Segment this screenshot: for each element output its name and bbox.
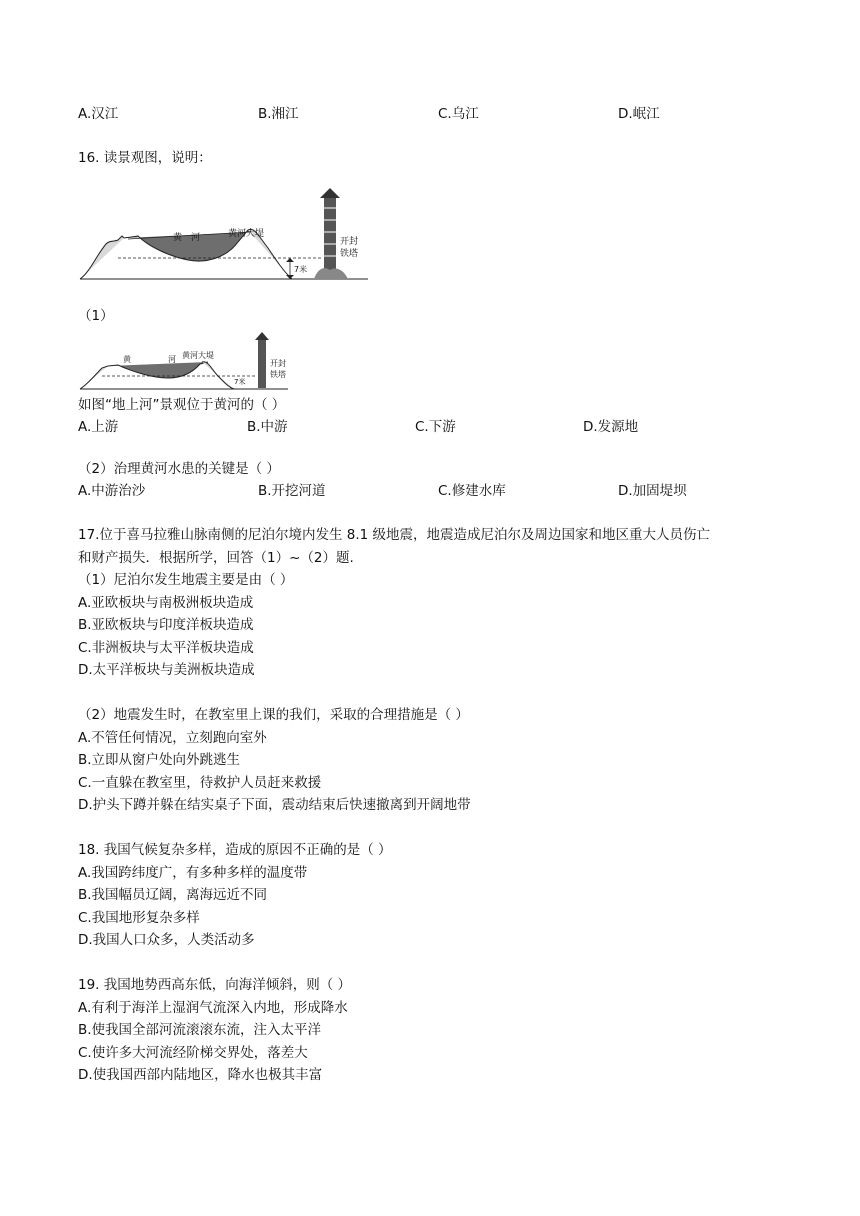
q17-sub1-option-d: D.太平洋板块与美洲板块造成 <box>78 662 255 678</box>
q16-sub2-option-d: D.加固堤坝 <box>618 483 687 499</box>
q15-option-c: C.乌江 <box>438 106 479 122</box>
q18-stem: 18. 我国气候复杂多样，造成的原因不正确的是（ ） <box>78 842 392 858</box>
q15-option-b: B.湘江 <box>258 106 299 122</box>
q16-sub1-option-b: B.中游 <box>247 419 288 435</box>
river-label: 黄 河 <box>173 233 201 243</box>
q15-option-d: D.岷江 <box>618 106 660 122</box>
q16-sub2-option-a: A.中游治沙 <box>78 483 146 499</box>
svg-text:黄河大堤: 黄河大堤 <box>182 351 214 360</box>
q17-sub2-option-a: A.不管任何情况，立刻跑向室外 <box>78 730 267 746</box>
q17-sub1-stem: （1）尼泊尔发生地震主要是由（ ） <box>78 572 294 588</box>
q17-stem-line1: 17.位于喜马拉雅山脉南侧的尼泊尔境内发生 8.1 级地震，地震造成尼泊尔及周边国家和地区重大人员伤亡 <box>78 527 711 543</box>
q17-sub1-option-b: B.亚欧板块与印度洋板块造成 <box>78 617 254 633</box>
q17-sub2-option-b: B.立即从窗户处向外跳逃生 <box>78 752 241 768</box>
q16-stem: 16. 读景观图，说明： <box>78 150 212 166</box>
height-label: 7米 <box>294 265 308 274</box>
q16-sub1-option-a: A.上游 <box>78 419 119 435</box>
q17-sub2-stem: （2）地震发生时，在教室里上课的我们，采取的合理措施是（ ） <box>78 707 469 723</box>
svg-text:黄: 黄 <box>123 355 131 364</box>
dike-label: 黄河大堤 <box>228 229 265 239</box>
q17-sub1-option-a: A.亚欧板块与南极洲板块造成 <box>78 595 254 611</box>
tower-label-2: 铁塔 <box>340 249 359 259</box>
q19-option-c: C.使许多大河流经阶梯交界处，落差大 <box>78 1045 308 1061</box>
yellow-river-figure-small <box>78 332 290 392</box>
svg-text:铁塔: 铁塔 <box>270 370 286 379</box>
q17-stem-line2: 和财产损失．根据所学，回答（1）~（2）题. <box>78 550 354 566</box>
svg-text:开封: 开封 <box>270 359 286 368</box>
q17-sub2-option-c: C.一直躲在教室里，待救护人员赶来救援 <box>78 775 322 791</box>
iron-tower-icon <box>314 188 348 279</box>
q16-sub2-option-c: C.修建水库 <box>438 483 506 499</box>
q18-option-d: D.我国人口众多，人类活动多 <box>78 932 255 948</box>
q17-sub1-option-c: C.非洲板块与太平洋板块造成 <box>78 640 254 656</box>
q16-sub1-label: （1） <box>78 308 114 324</box>
q19-option-d: D.使我国西部内陆地区，降水也极其丰富 <box>78 1067 323 1083</box>
q16-sub1-stem: 如图“地上河”景观位于黄河的（ ） <box>78 397 286 413</box>
svg-text:7米: 7米 <box>234 378 246 386</box>
yellow-river-figure-large <box>78 186 370 284</box>
q16-sub2-option-b: B.开挖河道 <box>258 483 326 499</box>
q19-option-a: A.有利于海洋上湿润气流深入内地，形成降水 <box>78 1000 348 1016</box>
q15-option-a: A.汉江 <box>78 106 119 122</box>
q16-sub1-option-c: C.下游 <box>415 419 456 435</box>
q18-option-c: C.我国地形复杂多样 <box>78 910 200 926</box>
svg-text:河: 河 <box>168 355 176 364</box>
q18-option-a: A.我国跨纬度广，有多种多样的温度带 <box>78 865 308 881</box>
q19-option-b: B.使我国全部河流滚滚东流，注入太平洋 <box>78 1022 322 1038</box>
q16-sub1-option-d: D.发源地 <box>583 419 639 435</box>
q18-option-b: B.我国幅员辽阔，离海远近不同 <box>78 887 268 903</box>
q19-stem: 19. 我国地势西高东低，向海洋倾斜，则（ ） <box>78 977 352 993</box>
tower-label-1: 开封 <box>340 237 359 247</box>
q17-sub2-option-d: D.护头下蹲并躲在结实桌子下面，震动结束后快速撤离到开阔地带 <box>78 797 471 813</box>
q16-sub2-stem: （2）治理黄河水患的关键是（ ） <box>78 461 280 477</box>
